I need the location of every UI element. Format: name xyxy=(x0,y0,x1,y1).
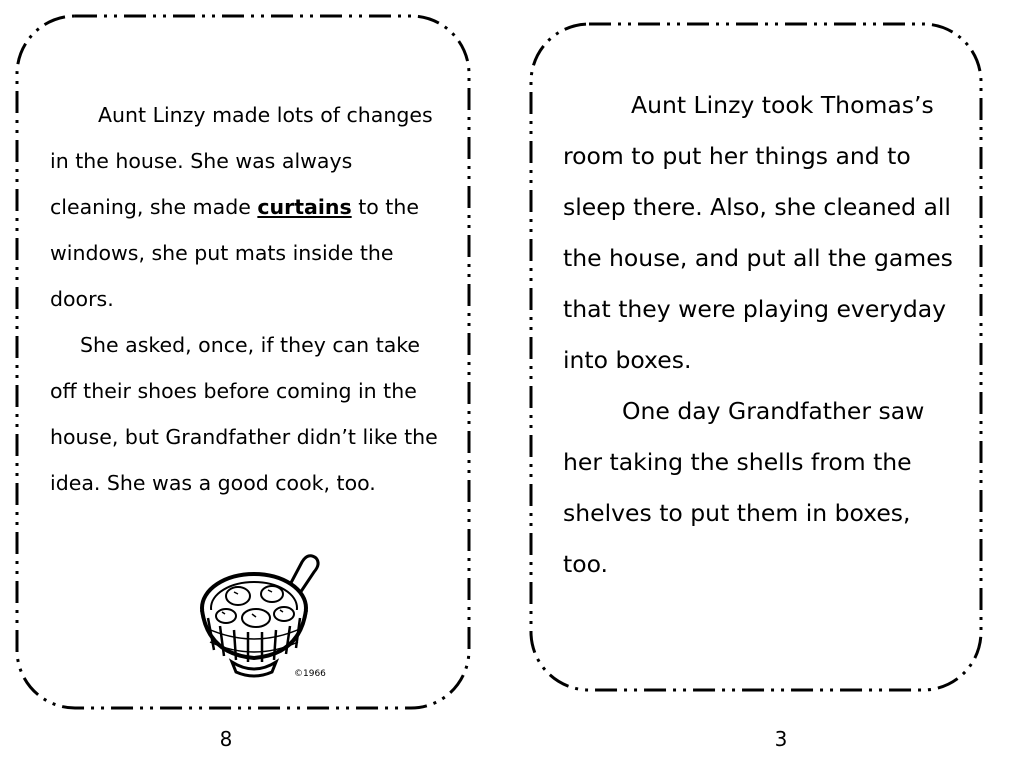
left-p1-intro: Aunt Linzy made lots of changes in the house. She was always cleaning, she made xyxy=(50,103,433,219)
left-p1-rest: to the windows, she put mats inside the doors. xyxy=(50,195,419,311)
right-paragraph-2: One day Grandfather saw her taking the shells from the shelves to put them in boxes, too. xyxy=(563,397,925,578)
left-page-text xyxy=(50,92,450,506)
left-paragraph-2: She asked, once, if they can take off their shoes before coming in the house, but Grandfather didn’t like the idea. She was a good cook, too. xyxy=(50,333,438,495)
soup-bowl-icon xyxy=(198,546,328,682)
artist-signature: ©1966 xyxy=(294,669,326,679)
right-paragraph-1: Aunt Linzy took Thomas’s room to put her things and to sleep there. Also, she cleaned all the house, and put all the games that they were playing everyday into boxes. xyxy=(563,91,953,374)
page-number-left: 8 xyxy=(219,727,233,751)
page-number-right: 3 xyxy=(774,727,788,751)
right-page-text xyxy=(563,80,953,590)
curtains-word: curtains xyxy=(257,195,352,219)
left-paragraph-1 xyxy=(50,103,433,311)
